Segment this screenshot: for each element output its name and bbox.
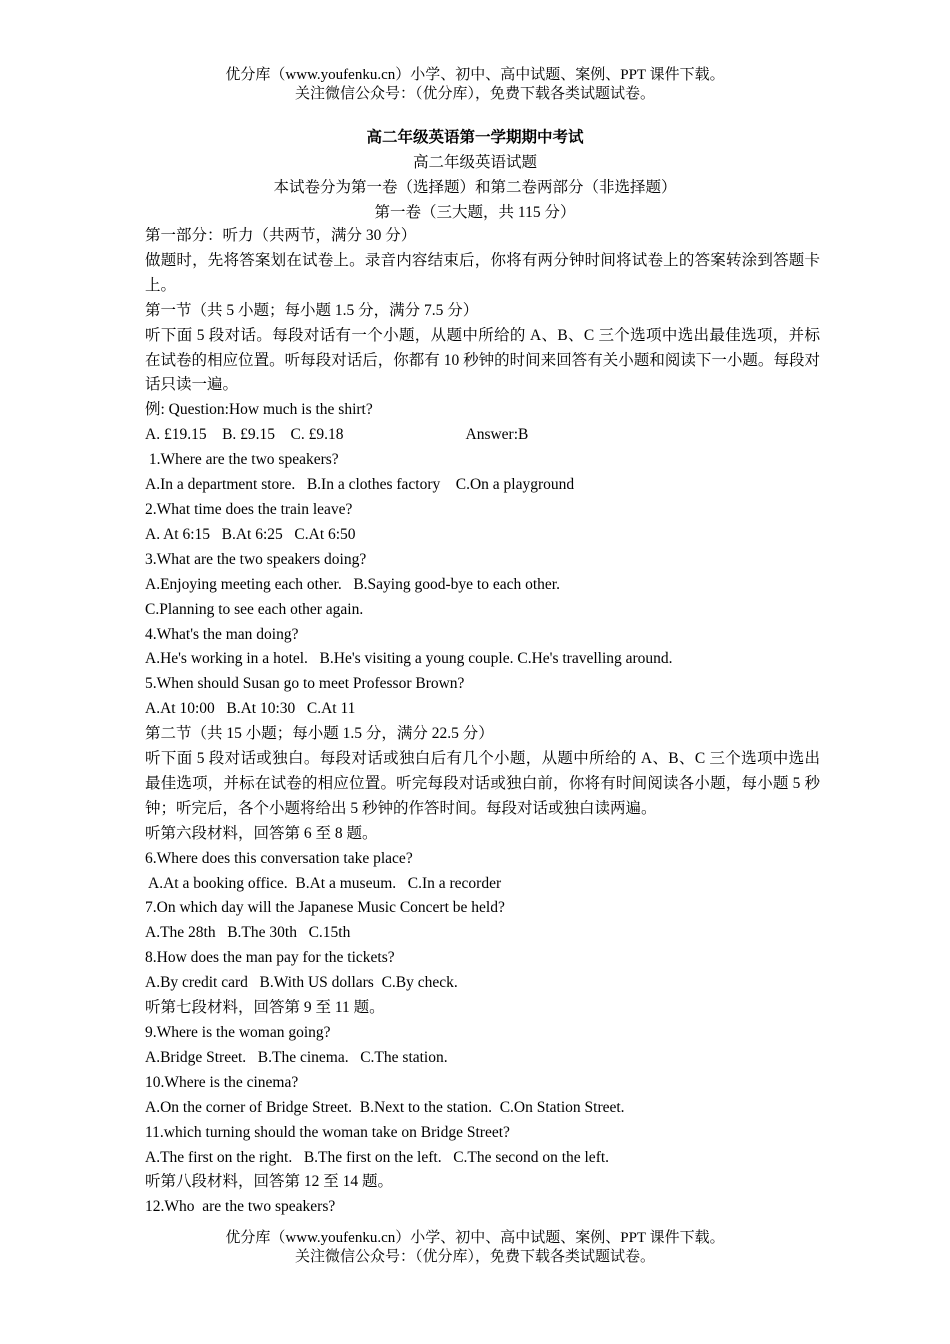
question-options: A.He's working in a hotel. B.He's visiting a young couple. C.He's travelling around. bbox=[145, 650, 673, 668]
question-options: A.By credit card B.With US dollars C.By check. bbox=[145, 974, 458, 992]
section1-title: 第一节（共 5 小题；每小题 1.5 分，满分 7.5 分） bbox=[145, 301, 479, 319]
section2-title: 第二节（共 15 小题；每小题 1.5 分，满分 22.5 分） bbox=[145, 725, 494, 743]
section1-instruction: 听下面 5 段对话。每段对话有一个小题，从题中所给的 A、B、C 三个选项中选出最佳选项，并标在试卷的相应位置。听每段对话后，你都有 10 秒钟的时间来回答有关小题和阅读下一小题。每段对话只读一遍。 bbox=[145, 326, 820, 394]
example-answer: Answer:B bbox=[465, 426, 529, 444]
material-6-note: 听第六段材料，回答第 6 至 8 题。 bbox=[145, 824, 378, 842]
exam-titles bbox=[0, 125, 950, 225]
header-line-2: 关注微信公众号：（优分库），免费下载各类试题试卷。 bbox=[294, 86, 655, 102]
question-text: 2.What time does the train leave? bbox=[145, 500, 353, 518]
example-question: 例: Question:How much is the shirt? bbox=[145, 401, 373, 419]
question-text: 7.On which day will the Japanese Music Concert be held? bbox=[145, 899, 505, 917]
section1-questions bbox=[145, 448, 820, 722]
page-footer bbox=[0, 1229, 950, 1267]
question-options: A. At 6:15 B.At 6:25 C.At 6:50 bbox=[145, 525, 356, 543]
example-options bbox=[145, 423, 820, 448]
question-options: A.The 28th B.The 30th C.15th bbox=[145, 924, 351, 942]
part1-title: 第一部分：听力（共两节，满分 30 分） bbox=[145, 227, 417, 244]
material-7-note: 听第七段材料，回答第 9 至 11 题。 bbox=[145, 999, 385, 1017]
question-options: C.Planning to see each other again. bbox=[145, 600, 364, 618]
footer-line-2: 关注微信公众号：（优分库），免费下载各类试题试卷。 bbox=[294, 1249, 655, 1265]
part1-instruction: 做题时，先将答案划在试卷上。录音内容结束后，你将有两分钟时间将试卷上的答案转涂到答题卡上。 bbox=[145, 251, 820, 294]
exam-note: 本试卷分为第一卷（选择题）和第二卷两部分（非选择题） bbox=[273, 179, 677, 196]
group-7-questions bbox=[145, 1021, 820, 1170]
question-text: 4.What's the man doing? bbox=[145, 625, 299, 643]
question-text: 6.Where does this conversation take place? bbox=[145, 849, 413, 867]
question-options: A.Bridge Street. B.The cinema. C.The station. bbox=[145, 1048, 448, 1066]
question-text: 3.What are the two speakers doing? bbox=[145, 550, 367, 568]
exam-subtitle: 高二年级英语试题 bbox=[412, 154, 537, 171]
exam-content bbox=[145, 224, 820, 1220]
question-text: 5.When should Susan go to meet Professor Brown? bbox=[145, 675, 465, 693]
footer-line-1: 优分库（www.youfenku.cn）小学、初中、高中试题、案例、PPT 课件下载。 bbox=[225, 1230, 725, 1246]
volume-title: 第一卷（三大题，共 115 分） bbox=[374, 204, 576, 221]
question-options: A.At 10:00 B.At 10:30 C.At 11 bbox=[145, 700, 356, 718]
question-text: 8.How does the man pay for the tickets? bbox=[145, 949, 395, 967]
question-options: A.Enjoying meeting each other. B.Saying good-bye to each other. bbox=[145, 575, 560, 593]
question-options: A.In a department store. B.In a clothes factory C.On a playground bbox=[145, 476, 575, 494]
question-options: A.On the corner of Bridge Street. B.Next to the station. C.On Station Street. bbox=[145, 1098, 625, 1116]
exam-title: 高二年级英语第一学期期中考试 bbox=[366, 129, 584, 146]
example-options-text: A. £19.15 B. £9.15 C. £9.18 bbox=[145, 426, 344, 444]
question-options: A.At a booking office. B.At a museum. C.In a recorder bbox=[145, 874, 502, 892]
group-6-questions bbox=[145, 847, 820, 996]
question-12: 12.Who are the two speakers? bbox=[145, 1198, 336, 1216]
question-text: 10.Where is the cinema? bbox=[145, 1073, 299, 1091]
question-options: A.The first on the right. B.The first on the left. C.The second on the left. bbox=[145, 1148, 610, 1166]
header-line-1: 优分库（www.youfenku.cn）小学、初中、高中试题、案例、PPT 课件下载。 bbox=[225, 67, 725, 83]
page-header bbox=[0, 66, 950, 104]
section2-instruction: 听下面 5 段对话或独白。每段对话或独白后有几个小题，从题中所给的 A、B、C 三个选项中选出最佳选项，并标在试卷的相应位置。听完每段对话或独白前，你将有时间阅读各小题，每小题 5 秒钟；听完后，各个小题将给出 5 秒钟的作答时间。每段对话或独白读两遍。 bbox=[145, 750, 820, 817]
question-text: 1.Where are the two speakers? bbox=[145, 451, 339, 469]
question-text: 9.Where is the woman going? bbox=[145, 1024, 331, 1041]
question-text: 11.which turning should the woman take on Bridge Street? bbox=[145, 1123, 510, 1141]
material-8-note: 听第八段材料，回答第 12 至 14 题。 bbox=[145, 1173, 394, 1191]
